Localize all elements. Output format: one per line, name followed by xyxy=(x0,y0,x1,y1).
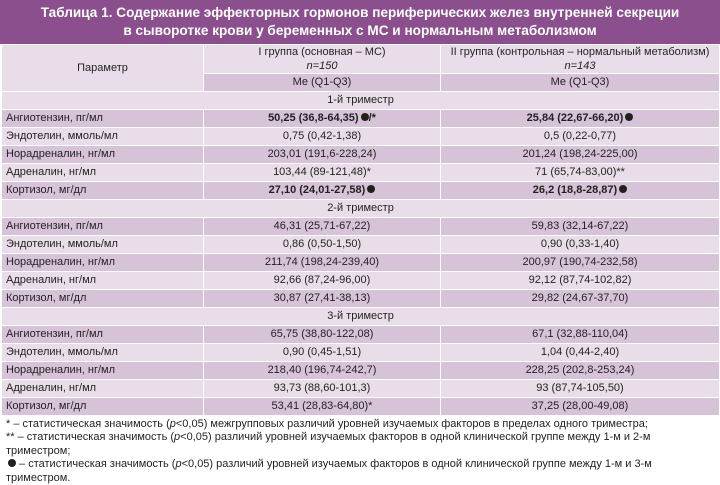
group2-value-cell xyxy=(441,272,720,290)
header-me2: Me (Q1-Q3) xyxy=(441,74,720,92)
param-cell: Норадреналин, нг/мл xyxy=(2,254,204,272)
note-1 xyxy=(6,418,716,431)
group1-value: 65,75 (38,80-122,08) xyxy=(270,328,374,340)
note-2-p: p xyxy=(174,431,181,444)
group1-value: 0,75 (0,42-1,38) xyxy=(282,130,362,142)
param-cell: Эндотелин, ммоль/мл xyxy=(2,344,204,362)
table-row xyxy=(2,254,720,272)
table-row xyxy=(2,218,720,236)
group1-value-cell xyxy=(204,398,441,416)
note-3-p: p xyxy=(175,458,182,471)
param-cell: Ангиотензин, пг/мл xyxy=(2,218,204,236)
group1-value-cell xyxy=(204,344,441,362)
group1-value-cell xyxy=(204,254,441,272)
group2-value-cell xyxy=(441,398,720,416)
group1-value: 203,01 (191,6-228,24) xyxy=(267,148,377,160)
group2-value: 29,82 (24,67-37,70) xyxy=(531,292,629,304)
note-1-p: p xyxy=(169,418,176,430)
group2-value-cell xyxy=(441,290,720,308)
param-cell: Ангиотензин, пг/мл xyxy=(2,326,204,344)
group1-value-cell xyxy=(204,236,441,254)
header-group1-label: I группа (основная – МС) xyxy=(258,46,386,58)
note-2-mark: ** xyxy=(6,431,15,444)
significance-suffix: /* xyxy=(368,112,376,124)
header-param: Параметр xyxy=(2,45,204,92)
param-cell: Норадреналин, нг/мл xyxy=(2,146,204,164)
param-cell: Кортизол, мг/дл xyxy=(2,290,204,308)
param-cell: Эндотелин, ммоль/мл xyxy=(2,128,204,146)
group1-value: 103,44 (89-121,48)* xyxy=(273,166,371,178)
table-row xyxy=(2,110,720,128)
significance-dot-icon xyxy=(361,113,369,121)
group1-value: 93,73 (88,60-101,3) xyxy=(273,382,371,394)
group2-value: 92,12 (87,74-102,82) xyxy=(528,274,632,286)
group1-value-cell xyxy=(204,326,441,344)
table-title-line2: в сыворотке крови у беременных с МС и нормальным метаболизмом xyxy=(123,23,597,38)
group2-value: 25,84 (22,67-66,20) xyxy=(526,112,624,124)
group2-value: 0,5 (0,22-0,77) xyxy=(543,130,617,142)
group2-value-cell xyxy=(441,236,720,254)
note-3-text-b: <0,05) различий уровней изучаемых факторов в одной клинической группе между 1-м и 3-м xyxy=(181,458,652,471)
table-row xyxy=(2,380,720,398)
group1-value: 53,41 (28,83-64,80)* xyxy=(271,400,373,412)
table-row xyxy=(2,290,720,308)
group2-value: 37,25 (28,00-49,08) xyxy=(531,400,629,412)
group2-value: 200,97 (190,74-232,58) xyxy=(522,256,638,268)
note-2 xyxy=(6,431,716,444)
group1-value-cell xyxy=(204,182,441,200)
group1-value: 50,25 (36,8-64,35) xyxy=(268,112,359,124)
group2-value-cell xyxy=(441,254,720,272)
note-1-mark: * xyxy=(6,418,11,430)
group1-value-cell xyxy=(204,218,441,236)
group2-value-cell xyxy=(441,218,720,236)
param-cell: Ангиотензин, пг/мл xyxy=(2,110,204,128)
group2-value: 67,1 (32,88-110,04) xyxy=(532,328,628,340)
section-row xyxy=(2,200,720,218)
table-row xyxy=(2,272,720,290)
group2-value: 71 (65,74-83,00)** xyxy=(535,166,625,178)
group2-value-cell xyxy=(441,110,720,128)
hormone-table xyxy=(1,44,720,416)
group2-value: 228,25 (202,8-253,24) xyxy=(525,364,635,376)
note-2-text-b: <0,05) различий уровней изучаемых факторов в одной клинической группе между 1-м и 2-м xyxy=(180,431,651,444)
group1-value: 0,90 (0,45-1,51) xyxy=(282,346,362,358)
note-3 xyxy=(6,458,716,471)
group1-value: 0,86 (0,50-1,50) xyxy=(282,238,362,250)
group1-value: 218,40 (196,74-242,7) xyxy=(267,364,377,376)
table-row xyxy=(2,398,720,416)
group1-value: 27,10 (24,01-27,58) xyxy=(268,184,366,196)
header-group2-n: n=143 xyxy=(564,60,596,72)
table-notes xyxy=(0,416,720,485)
section-row xyxy=(2,308,720,326)
group2-value: 59,83 (32,14-67,22) xyxy=(531,220,629,232)
table-title xyxy=(0,0,720,44)
note-3-text-a: – статистическая значимость ( xyxy=(16,458,176,471)
param-cell: Кортизол, мг/дл xyxy=(2,398,204,416)
group1-value-cell xyxy=(204,380,441,398)
group1-value-cell xyxy=(204,146,441,164)
table-row xyxy=(2,146,720,164)
table-row xyxy=(2,164,720,182)
table-title-line1: Таблица 1. Содержание эффекторных гормонов периферических желез внутренней секреции xyxy=(40,5,680,20)
group1-value-cell xyxy=(204,290,441,308)
group2-value-cell xyxy=(441,380,720,398)
table-row xyxy=(2,182,720,200)
group1-value: 30,87 (27,41-38,13) xyxy=(273,292,371,304)
group1-value: 92,66 (87,24-96,00) xyxy=(273,274,371,286)
group2-value: 0,90 (0,33-1,40) xyxy=(540,238,620,250)
header-row xyxy=(2,45,720,74)
param-cell: Эндотелин, ммоль/мл xyxy=(2,236,204,254)
group2-value-cell xyxy=(441,128,720,146)
param-cell: Адреналин, нг/мл xyxy=(2,380,204,398)
header-group1-n: n=150 xyxy=(306,60,338,72)
param-cell: Адреналин, нг/мл xyxy=(2,164,204,182)
note-1-text-a: – статистическая значимость ( xyxy=(10,418,170,430)
group1-value-cell xyxy=(204,164,441,182)
param-cell: Адреналин, нг/мл xyxy=(2,272,204,290)
section-label: 3-й триместр xyxy=(2,308,720,326)
header-group2-label: II группа (контрольная – нормальный метаболизм) xyxy=(450,46,710,58)
header-group1 xyxy=(204,45,441,74)
note-3-dot-icon xyxy=(8,459,16,467)
group2-value-cell xyxy=(441,344,720,362)
table-row xyxy=(2,236,720,254)
group2-value: 93 (87,74-105,50) xyxy=(536,382,624,394)
group1-value-cell xyxy=(204,362,441,380)
note-1-text-b: <0,05) межгрупповых различий уровней изучаемых факторов в пределах одного триместра; xyxy=(175,418,648,430)
significance-dot-icon xyxy=(619,185,627,193)
section-label: 2-й триместр xyxy=(2,200,720,218)
section-row xyxy=(2,92,720,110)
group1-value-cell xyxy=(204,272,441,290)
group2-value-cell xyxy=(441,362,720,380)
group1-value-cell xyxy=(204,128,441,146)
note-2-text-a: – статистическая значимость ( xyxy=(14,431,175,444)
significance-dot-icon xyxy=(367,185,375,193)
note-2-cont: триместром; xyxy=(6,444,71,457)
group2-value-cell xyxy=(441,164,720,182)
header-me1: Me (Q1-Q3) xyxy=(204,74,441,92)
section-label: 1-й триместр xyxy=(2,92,720,110)
note-3-cont: триместром. xyxy=(6,471,71,484)
table-row xyxy=(2,128,720,146)
table-row xyxy=(2,362,720,380)
table-row xyxy=(2,344,720,362)
header-group2 xyxy=(441,45,720,74)
group1-value: 46,31 (25,71-67,22) xyxy=(273,220,371,232)
table-row xyxy=(2,326,720,344)
group2-value-cell xyxy=(441,146,720,164)
group1-value-cell xyxy=(204,110,441,128)
param-cell: Кортизол, мг/дл xyxy=(2,182,204,200)
group2-value: 26,2 (18,8-28,87) xyxy=(532,184,618,196)
significance-dot-icon xyxy=(625,113,633,121)
group2-value-cell xyxy=(441,326,720,344)
group2-value-cell xyxy=(441,182,720,200)
group2-value: 201,24 (198,24-225,00) xyxy=(522,148,638,160)
param-cell: Норадреналин, нг/мл xyxy=(2,362,204,380)
group1-value: 211,74 (198,24-239,40) xyxy=(264,256,380,268)
group2-value: 1,04 (0,44-2,40) xyxy=(540,346,620,358)
